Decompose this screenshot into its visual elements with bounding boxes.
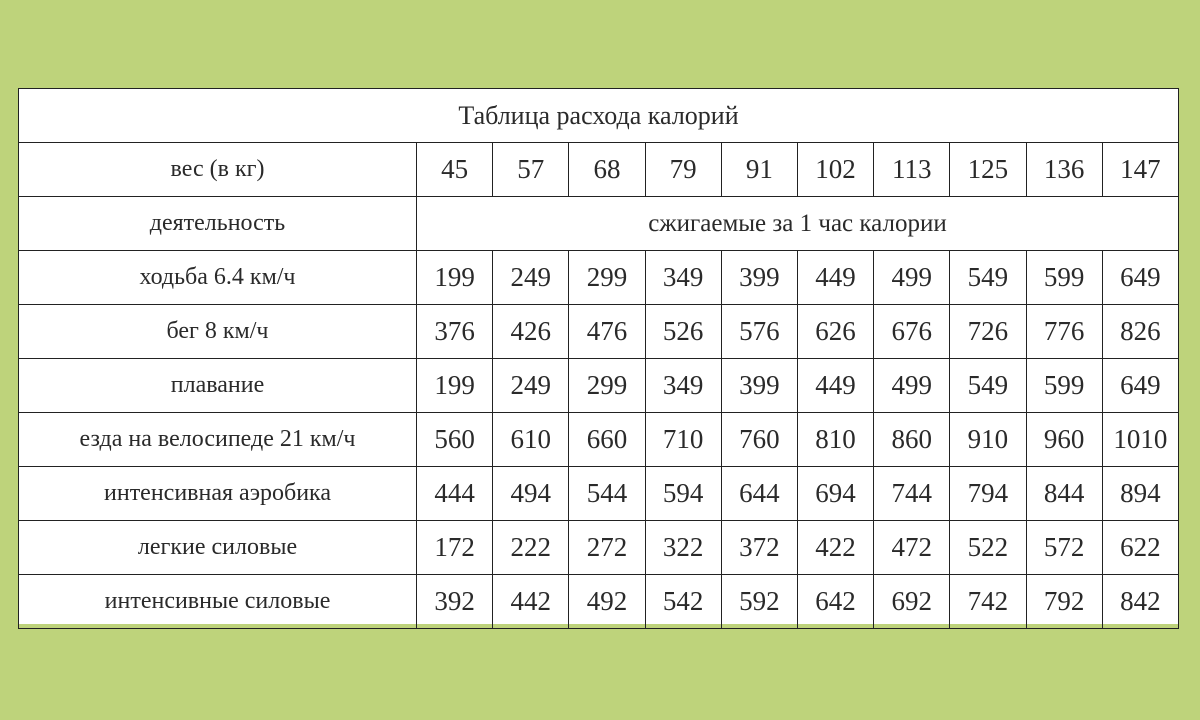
calorie-cell: 610: [493, 413, 569, 467]
table-row: [19, 305, 1179, 359]
calorie-table: [18, 88, 1179, 629]
calorie-cell: 272: [569, 521, 645, 575]
activity-name: ходьба 6.4 км/ч: [19, 251, 417, 305]
calorie-cell: 692: [874, 575, 950, 629]
calorie-cell: 622: [1102, 521, 1178, 575]
calories-header: сжигаемые за 1 час калории: [417, 197, 1179, 251]
calorie-cell: 842: [1102, 575, 1178, 629]
calorie-cell: 499: [874, 359, 950, 413]
calorie-cell: 376: [417, 305, 493, 359]
calorie-cell: 499: [874, 251, 950, 305]
table-row: [19, 413, 1179, 467]
activity-name: легкие силовые: [19, 521, 417, 575]
calorie-cell: 349: [645, 359, 721, 413]
calorie-cell: 660: [569, 413, 645, 467]
calorie-cell: 349: [645, 251, 721, 305]
weight-cell: 68: [569, 143, 645, 197]
calorie-cell: 399: [721, 359, 797, 413]
calorie-cell: 549: [950, 359, 1026, 413]
calorie-cell: 894: [1102, 467, 1178, 521]
calorie-cell: 299: [569, 359, 645, 413]
calorie-cell: 299: [569, 251, 645, 305]
calorie-cell: 549: [950, 251, 1026, 305]
calorie-cell: 1010: [1102, 413, 1178, 467]
weight-cell: 147: [1102, 143, 1178, 197]
calorie-cell: 792: [1026, 575, 1102, 629]
activity-name: интенсивные силовые: [19, 575, 417, 629]
calorie-cell: 649: [1102, 251, 1178, 305]
calorie-cell: 522: [950, 521, 1026, 575]
calorie-cell: 744: [874, 467, 950, 521]
calorie-cell: 472: [874, 521, 950, 575]
calorie-cell: 760: [721, 413, 797, 467]
calorie-cell: 322: [645, 521, 721, 575]
table-row: [19, 575, 1179, 629]
calorie-cell: 826: [1102, 305, 1178, 359]
calorie-cell: 199: [417, 359, 493, 413]
calorie-cell: 449: [797, 251, 873, 305]
calorie-cell: 960: [1026, 413, 1102, 467]
activity-header-row: [19, 197, 1179, 251]
calorie-cell: 494: [493, 467, 569, 521]
activity-label: деятельность: [19, 197, 417, 251]
weight-cell: 57: [493, 143, 569, 197]
calorie-cell: 599: [1026, 251, 1102, 305]
calorie-cell: 626: [797, 305, 873, 359]
table-row: [19, 359, 1179, 413]
calorie-cell: 710: [645, 413, 721, 467]
weight-cell: 136: [1026, 143, 1102, 197]
weight-cell: 91: [721, 143, 797, 197]
calorie-cell: 542: [645, 575, 721, 629]
calorie-cell: 449: [797, 359, 873, 413]
calorie-cell: 742: [950, 575, 1026, 629]
calorie-cell: 776: [1026, 305, 1102, 359]
calorie-cell: 492: [569, 575, 645, 629]
calorie-cell: 810: [797, 413, 873, 467]
calorie-cell: 249: [493, 359, 569, 413]
table-row: [19, 467, 1179, 521]
calorie-cell: 526: [645, 305, 721, 359]
calorie-cell: 592: [721, 575, 797, 629]
calorie-cell: 910: [950, 413, 1026, 467]
table-row: [19, 251, 1179, 305]
calorie-cell: 649: [1102, 359, 1178, 413]
weight-cell: 45: [417, 143, 493, 197]
table-row: [19, 521, 1179, 575]
weight-cell: 102: [797, 143, 873, 197]
calorie-cell: 560: [417, 413, 493, 467]
calorie-cell: 644: [721, 467, 797, 521]
activity-name: плавание: [19, 359, 417, 413]
calorie-cell: 426: [493, 305, 569, 359]
calorie-cell: 544: [569, 467, 645, 521]
calorie-cell: 594: [645, 467, 721, 521]
activity-name: бег 8 км/ч: [19, 305, 417, 359]
activity-name: интенсивная аэробика: [19, 467, 417, 521]
calorie-cell: 476: [569, 305, 645, 359]
calorie-cell: 676: [874, 305, 950, 359]
calorie-cell: 172: [417, 521, 493, 575]
calorie-cell: 642: [797, 575, 873, 629]
table-title: Таблица расхода калорий: [19, 89, 1179, 143]
calorie-cell: 249: [493, 251, 569, 305]
calorie-cell: 222: [493, 521, 569, 575]
calorie-cell: 794: [950, 467, 1026, 521]
calorie-cell: 576: [721, 305, 797, 359]
weight-cell: 113: [874, 143, 950, 197]
weight-label: вес (в кг): [19, 143, 417, 197]
calorie-cell: 372: [721, 521, 797, 575]
calorie-cell: 199: [417, 251, 493, 305]
calorie-cell: 422: [797, 521, 873, 575]
calorie-table-sheet: [18, 88, 1178, 624]
calorie-cell: 392: [417, 575, 493, 629]
activity-name: езда на велосипеде 21 км/ч: [19, 413, 417, 467]
calorie-cell: 844: [1026, 467, 1102, 521]
calorie-cell: 444: [417, 467, 493, 521]
calorie-cell: 599: [1026, 359, 1102, 413]
weight-cell: 79: [645, 143, 721, 197]
title-row: [19, 89, 1179, 143]
calorie-cell: 860: [874, 413, 950, 467]
calorie-cell: 399: [721, 251, 797, 305]
calorie-cell: 694: [797, 467, 873, 521]
weight-row: [19, 143, 1179, 197]
calorie-cell: 572: [1026, 521, 1102, 575]
calorie-cell: 726: [950, 305, 1026, 359]
weight-cell: 125: [950, 143, 1026, 197]
calorie-cell: 442: [493, 575, 569, 629]
